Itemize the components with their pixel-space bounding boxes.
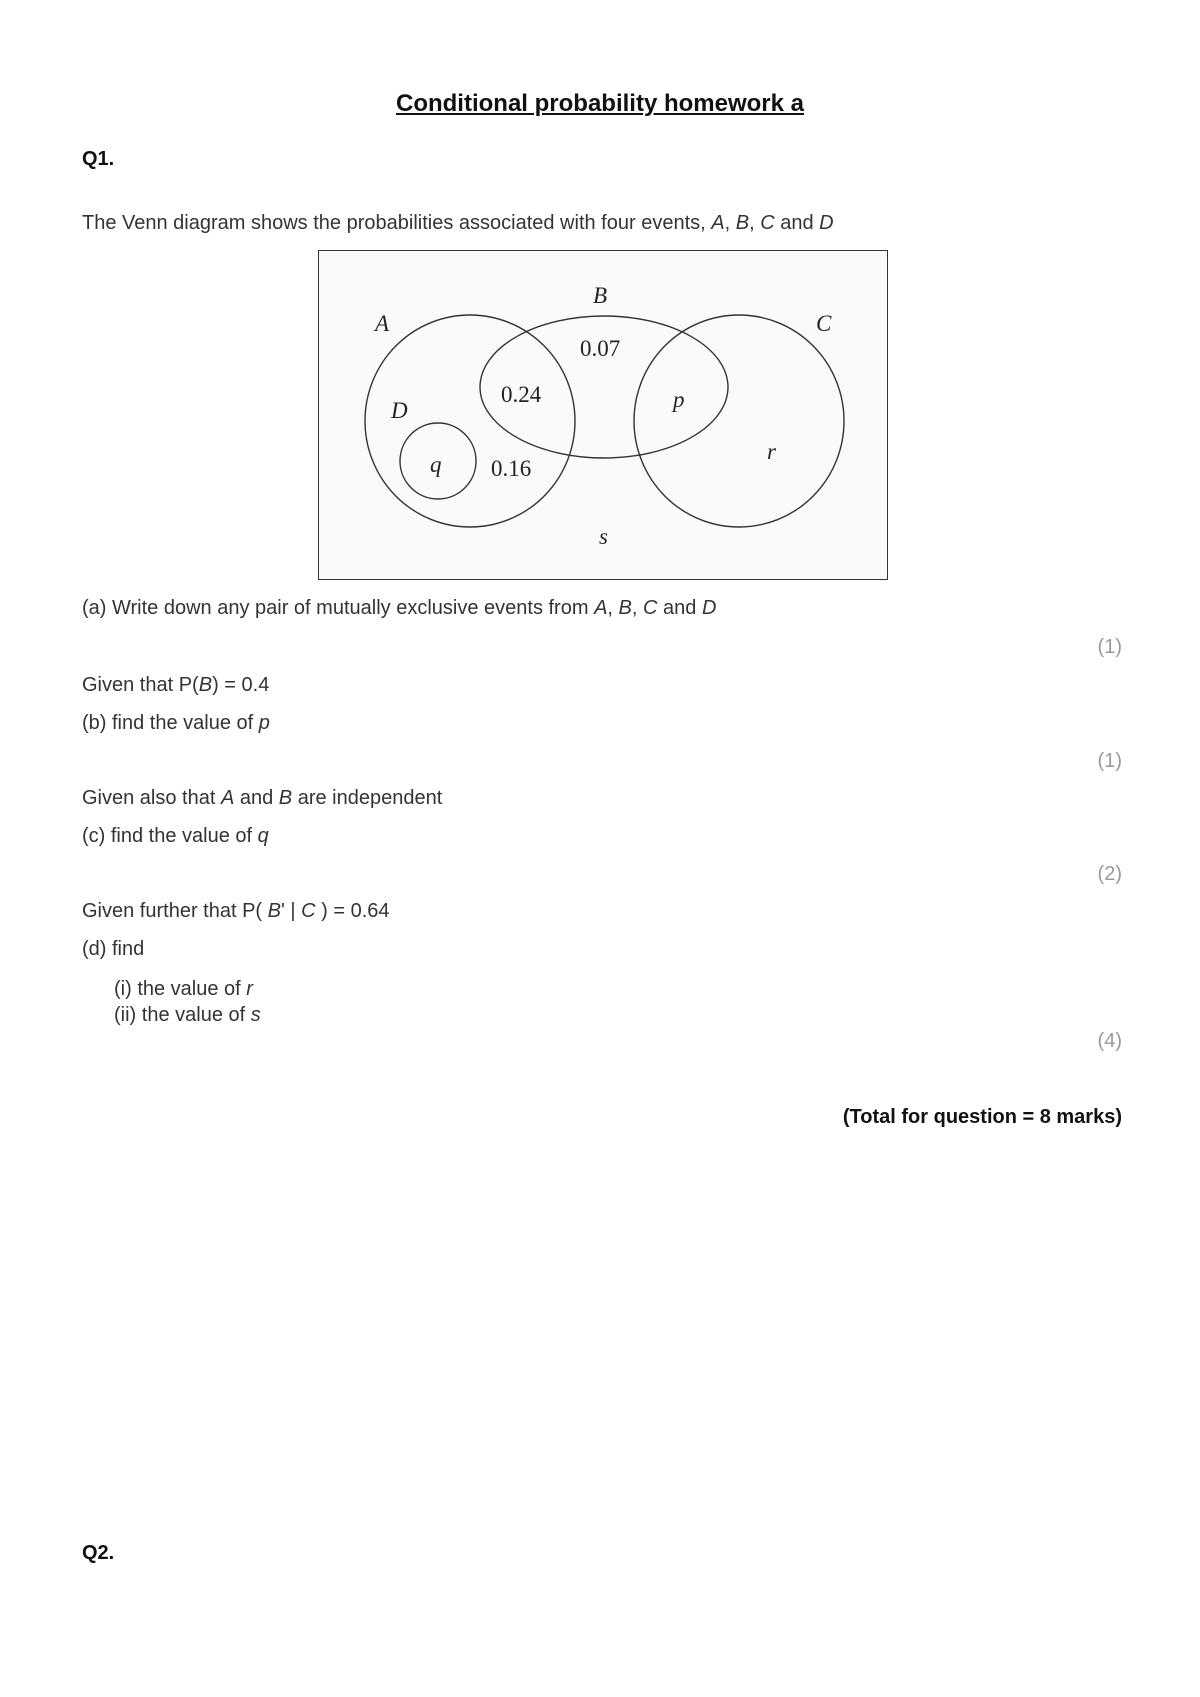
comma: , xyxy=(607,597,619,619)
part-a-prompt: (a) Write down any pair of mutually exclusive events from xyxy=(82,597,595,619)
comma: , xyxy=(724,212,736,234)
part-b-prompt: (b) find the value of xyxy=(82,712,259,734)
given-b xyxy=(82,674,269,697)
event-b: B xyxy=(618,597,632,619)
comma: , xyxy=(631,597,643,619)
variable-s: s xyxy=(250,1004,261,1026)
part-b-text xyxy=(82,712,270,735)
event-c: C xyxy=(301,900,316,922)
label-set-d: D xyxy=(391,398,408,423)
given-c-suffix: are independent xyxy=(292,787,443,809)
and-word: and xyxy=(234,787,279,809)
part-b-marks: (1) xyxy=(1097,750,1122,772)
total-marks: (Total for question = 8 marks) xyxy=(842,1106,1122,1128)
part-a-marks: (1) xyxy=(1097,636,1122,658)
given-d-prefix: Given further that P( xyxy=(82,900,268,922)
label-set-b: B xyxy=(593,283,608,308)
part-d-i-prompt: (i) the value of xyxy=(114,978,247,1000)
part-d-i xyxy=(114,978,253,1001)
given-c-prefix: Given also that xyxy=(82,787,221,809)
variable-q: q xyxy=(257,825,269,847)
given-b-suffix: ) = 0.4 xyxy=(212,674,270,696)
q1-intro xyxy=(82,212,834,235)
variable-r: r xyxy=(246,978,253,1000)
event-a: A xyxy=(220,787,235,809)
region-outside: s xyxy=(599,524,608,549)
and-word: and xyxy=(657,597,702,619)
intro-text: The Venn diagram shows the probabilities associated with four events, xyxy=(82,212,712,234)
part-d-ii xyxy=(114,1004,261,1027)
event-a: A xyxy=(711,212,725,234)
comma: , xyxy=(749,212,761,234)
given-d xyxy=(82,900,390,923)
region-a-only: 0.16 xyxy=(491,456,532,481)
event-c: C xyxy=(643,597,658,619)
venn-diagram xyxy=(318,250,888,580)
part-a-text xyxy=(82,597,716,620)
venn-svg xyxy=(319,251,889,581)
region-c-only: r xyxy=(767,439,776,464)
variable-p: p xyxy=(258,712,270,734)
page-title: Conditional probability homework a xyxy=(395,90,805,117)
event-b: B xyxy=(735,212,750,234)
given-d-suffix: ) = 0.64 xyxy=(315,900,390,922)
given-d-bar: ' | xyxy=(280,900,302,922)
event-b: B xyxy=(278,787,293,809)
question-2-label: Q2. xyxy=(82,1542,115,1564)
circle-c xyxy=(634,315,844,527)
event-b: B xyxy=(267,900,281,922)
region-a-and-b: 0.24 xyxy=(501,382,542,407)
event-b: B xyxy=(198,674,213,696)
region-d: q xyxy=(430,452,442,477)
label-set-a: A xyxy=(375,311,390,336)
region-b-only: 0.07 xyxy=(580,336,621,361)
given-c xyxy=(82,787,442,810)
and-word: and xyxy=(774,212,820,234)
part-c-text xyxy=(82,825,269,848)
part-d-ii-prompt: (ii) the value of xyxy=(114,1004,251,1026)
event-d: D xyxy=(819,212,834,234)
event-c: C xyxy=(760,212,775,234)
question-1-label: Q1. xyxy=(82,148,115,170)
event-d: D xyxy=(701,597,717,619)
given-b-prefix: Given that P( xyxy=(82,674,199,696)
region-b-and-c: p xyxy=(673,387,685,412)
event-a: A xyxy=(594,597,608,619)
part-c-prompt: (c) find the value of xyxy=(82,825,258,847)
part-d-label: (d) find xyxy=(82,938,145,960)
part-d-marks: (4) xyxy=(1097,1030,1122,1052)
part-c-marks: (2) xyxy=(1097,863,1122,885)
label-set-c: C xyxy=(816,311,832,336)
